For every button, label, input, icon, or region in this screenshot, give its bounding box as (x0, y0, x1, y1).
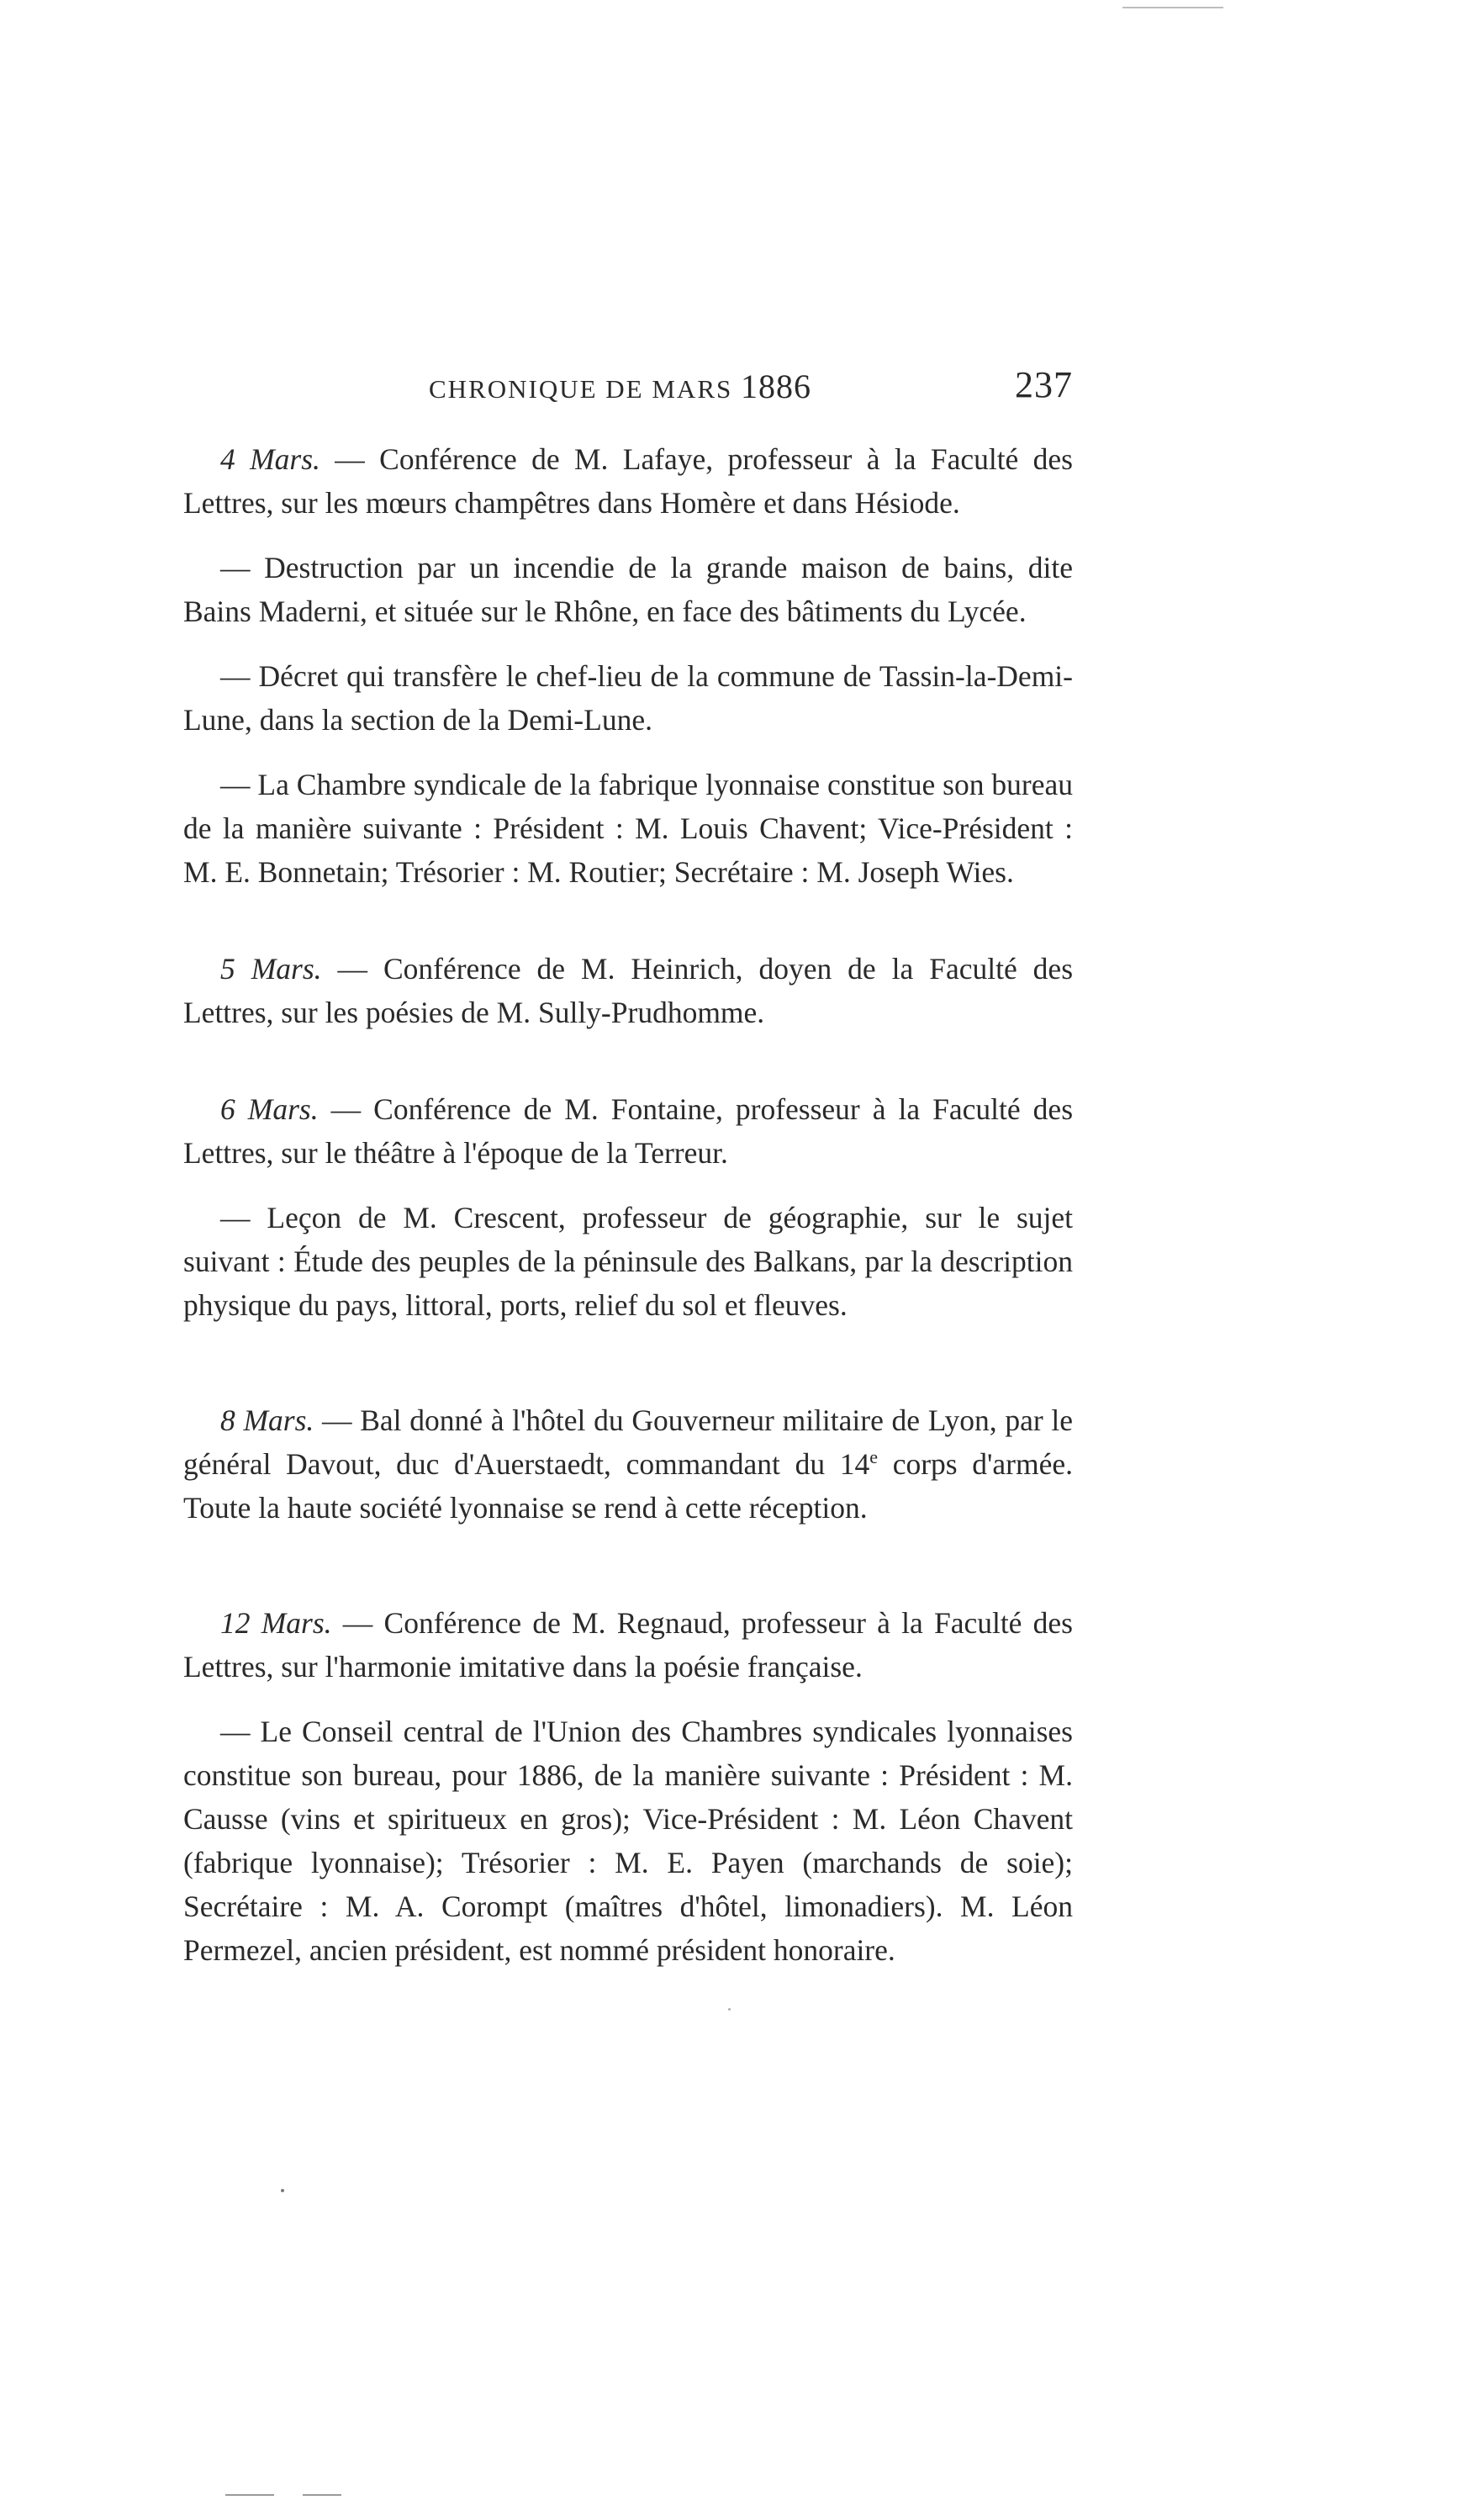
entry-text: — Conférence de M. Lafaye, professeur à la Faculté des Lettres, sur les mœurs champêtres dans Homère et dans Hésiode. (183, 442, 1073, 520)
entry-text: — Le Conseil central de l'Union des Chambres syndicales lyonnaises constitue son bureau, pour 1886, de la manière suivante : Président : M. Causse (vins et spiritueux en gros); Vice-Président : M. Léon Chavent (fabrique lyonnaise); Trésorier : M. E. Payen (marchands de soie); Secrétaire : M. A. Corompt (maîtres d'hôtel, limonadiers). M. Léon Permezel, ancien président, est nommé président honoraire. (183, 1715, 1073, 1967)
entry-date: 6 Mars. (220, 1092, 319, 1126)
entry-12-mars-regnaud (183, 1601, 1073, 1689)
entry-text: — Destruction par un incendie de la grande maison de bains, dite Bains Maderni, et située sur le Rhône, en face des bâtiments du Lycée. (183, 551, 1073, 628)
entry-date: 8 Mars. (220, 1403, 314, 1437)
bottom-edge-marks (225, 2494, 351, 2498)
running-header (168, 364, 1073, 417)
chapter-title-text: CHRONIQUE DE MARS (429, 374, 733, 404)
ink-speck (728, 2008, 731, 2011)
entry-text-continued: corps d'armée. Toute la haute société lyonnaise se rend à cette réception. (183, 1447, 1073, 1525)
entry-date: 5 Mars. (220, 952, 322, 986)
entry-text: — Conférence de M. Fontaine, professeur à la Faculté des Lettres, sur le théâtre à l'époque de la Terreur. (183, 1092, 1074, 1170)
entry-6-mars-fontaine (183, 1087, 1073, 1175)
entry-text: — Bal donné à l'hôtel du Gouverneur militaire de Lyon, par le général Davout, duc d'Auerstaedt, commandant du 14 (183, 1403, 1074, 1481)
entry-chambre-syndicale (183, 763, 1073, 894)
chapter-year: 1886 (741, 367, 811, 405)
top-edge-rule (1122, 7, 1223, 8)
entry-conseil-central (183, 1710, 1073, 1972)
entry-text: — Conférence de M. Regnaud, professeur à la Faculté des Lettres, sur l'harmonie imitative dans la poésie française. (183, 1606, 1073, 1684)
entry-text: — La Chambre syndicale de la fabrique lyonnaise constitue son bureau de la manière suivante : Président : M. Louis Chavent; Vice-Président : M. E. Bonnetain; Trésorier : M. Routier; Secrétaire : M. Joseph Wies. (183, 768, 1073, 889)
entry-8-mars-bal (183, 1398, 1073, 1530)
entry-4-mars-lafaye (183, 437, 1073, 525)
entry-5-mars-heinrich (183, 947, 1073, 1034)
superscript: e (869, 1446, 879, 1468)
entry-crescent-lecon (183, 1196, 1073, 1327)
ink-speck (281, 2189, 284, 2192)
body-text (183, 437, 1073, 1972)
entry-text: — Leçon de M. Crescent, professeur de géographie, sur le sujet suivant : Étude des peuples de la péninsule des Balkans, par la description physique du pays, littoral, ports, relief du sol et fleuves. (183, 1201, 1073, 1322)
entry-date: 4 Mars. (220, 442, 320, 476)
chapter-title (429, 367, 811, 406)
entry-date: 12 Mars. (220, 1606, 332, 1640)
entry-bains-maderni (183, 546, 1073, 633)
page-number: 237 (1015, 364, 1073, 405)
entry-text: — Conférence de M. Heinrich, doyen de la Faculté des Lettres, sur les poésies de M. Sully-Prudhomme. (183, 952, 1074, 1029)
entry-tassin-decret (183, 654, 1073, 742)
entry-text: — Décret qui transfère le chef-lieu de la commune de Tassin-la-Demi-Lune, dans la section de la Demi-Lune. (183, 659, 1073, 737)
